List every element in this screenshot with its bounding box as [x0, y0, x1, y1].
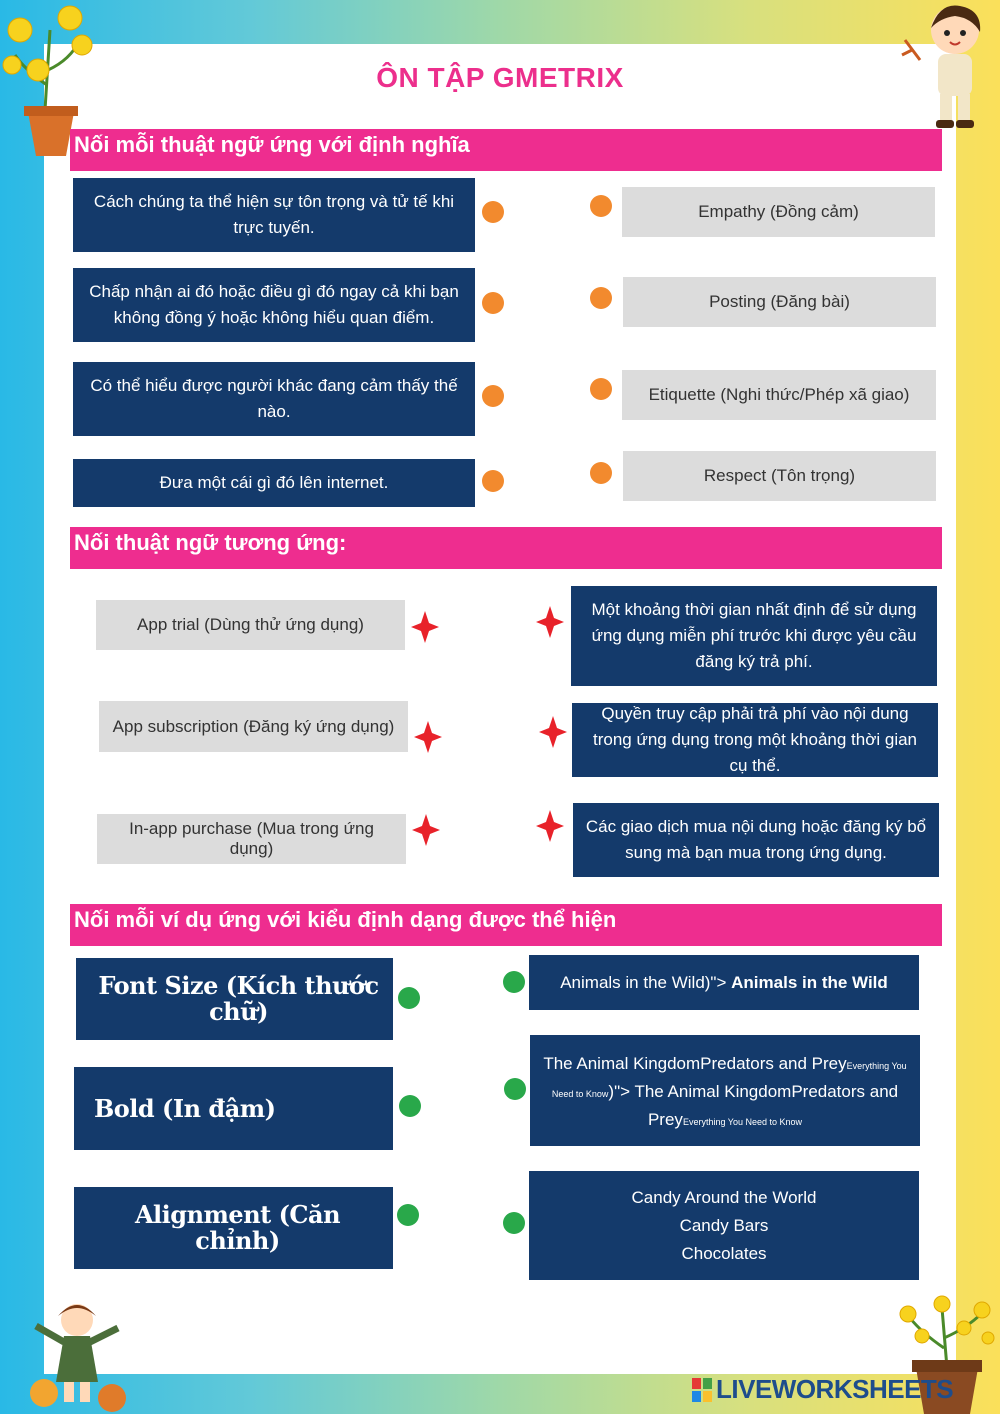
s3-right-2-text-b: )"> The Animal KingdomPredators and Prey [608, 1082, 899, 1129]
s2-right-box-3: Các giao dịch mua nội dung hoặc đăng ký bổ sung mà bạn mua trong ứng dụng. [573, 803, 939, 877]
section-1-heading: Nối mỗi thuật ngữ ứng với định nghĩa [70, 129, 942, 171]
s3-right-3-line-1: Candy Around the World [631, 1187, 817, 1207]
s1-right-box-4: Respect (Tôn trọng) [623, 451, 936, 501]
s2-left-box-3: In-app purchase (Mua trong ứng dụng) [97, 814, 406, 864]
s1-left-connector-4[interactable] [482, 470, 504, 492]
s2-right-connector-2[interactable] [539, 716, 567, 748]
s1-right-connector-1[interactable] [590, 195, 612, 217]
s3-right-2-text-a: The Animal KingdomPredators and Prey [543, 1054, 847, 1073]
s1-left-box-2: Chấp nhận ai đó hoặc điều gì đó ngay cả khi bạn không đồng ý hoặc không hiểu quan điểm. [73, 268, 475, 342]
s3-right-box-3 [529, 1171, 919, 1280]
s3-right-box-1 [529, 955, 919, 1010]
brand-wordmark: LIVEWORKSHEETS [716, 1374, 954, 1404]
s1-left-box-1: Cách chúng ta thể hiện sự tôn trọng và tử tế khi trực tuyến. [73, 178, 475, 252]
girl-character-icon [22, 1298, 132, 1414]
s3-right-connector-1[interactable] [503, 971, 525, 993]
section-2-heading: Nối thuật ngữ tương ứng: [70, 527, 942, 569]
s2-left-box-1: App trial (Dùng thử ứng dụng) [96, 600, 405, 650]
s3-right-connector-2[interactable] [504, 1078, 526, 1100]
s3-left-connector-1[interactable] [398, 987, 420, 1009]
s3-right-2-small-1: Everything You Need to Know [551, 1061, 907, 1099]
s1-left-box-4: Đưa một cái gì đó lên internet. [73, 459, 475, 507]
s1-right-box-1: Empathy (Đồng cảm) [622, 187, 935, 237]
s3-left-connector-2[interactable] [399, 1095, 421, 1117]
s3-left-box-3: Alignment (Căn chỉnh) [74, 1187, 393, 1269]
s2-right-connector-3[interactable] [536, 810, 564, 842]
liveworksheets-logo-icon [692, 1378, 712, 1402]
s2-right-box-2: Quyền truy cập phải trả phí vào nội dung trong ứng dụng trong một khoảng thời gian cụ thể. [572, 703, 938, 777]
s2-left-connector-2[interactable] [414, 721, 442, 753]
s3-right-connector-3[interactable] [503, 1212, 525, 1234]
s1-right-box-3: Etiquette (Nghi thức/Phép xã giao) [622, 370, 936, 420]
s1-left-connector-3[interactable] [482, 385, 504, 407]
s1-right-connector-4[interactable] [590, 462, 612, 484]
s3-right-3-line-3: Chocolates [681, 1243, 767, 1263]
s3-right-box-2 [530, 1035, 920, 1146]
s1-right-box-2: Posting (Đăng bài) [623, 277, 936, 327]
s1-right-connector-2[interactable] [590, 287, 612, 309]
s3-left-connector-3[interactable] [397, 1204, 419, 1226]
s1-right-connector-3[interactable] [590, 378, 612, 400]
s2-right-connector-1[interactable] [536, 606, 564, 638]
s3-right-3-line-2: Candy Bars [679, 1215, 769, 1235]
page-title: ÔN TẬP GMETRIX [376, 62, 624, 93]
s1-left-box-3: Có thể hiểu được người khác đang cảm thấy thế nào. [73, 362, 475, 436]
s3-left-box-2: Bold (In đậm) [74, 1067, 393, 1150]
s2-left-connector-1[interactable] [411, 611, 439, 643]
s3-right-2-small-2: Everything You Need to Know [682, 1117, 803, 1127]
s2-right-box-1: Một khoảng thời gian nhất định để sử dụng ứng dụng miễn phí trước khi được yêu cầu đăng ký trả phí. [571, 586, 937, 686]
section-3-heading: Nối mỗi ví dụ ứng với kiểu định dạng được thể hiện [70, 904, 942, 946]
s2-left-connector-3[interactable] [412, 814, 440, 846]
s2-left-box-2: App subscription (Đăng ký ứng dụng) [99, 701, 408, 752]
s3-left-box-1: Font Size (Kích thước chữ) [76, 958, 393, 1040]
s1-left-connector-2[interactable] [482, 292, 504, 314]
s3-right-1-plain: Animals in the Wild)"> [560, 972, 727, 992]
s1-left-connector-1[interactable] [482, 201, 504, 223]
s3-right-1-bold: Animals in the Wild [731, 972, 888, 992]
